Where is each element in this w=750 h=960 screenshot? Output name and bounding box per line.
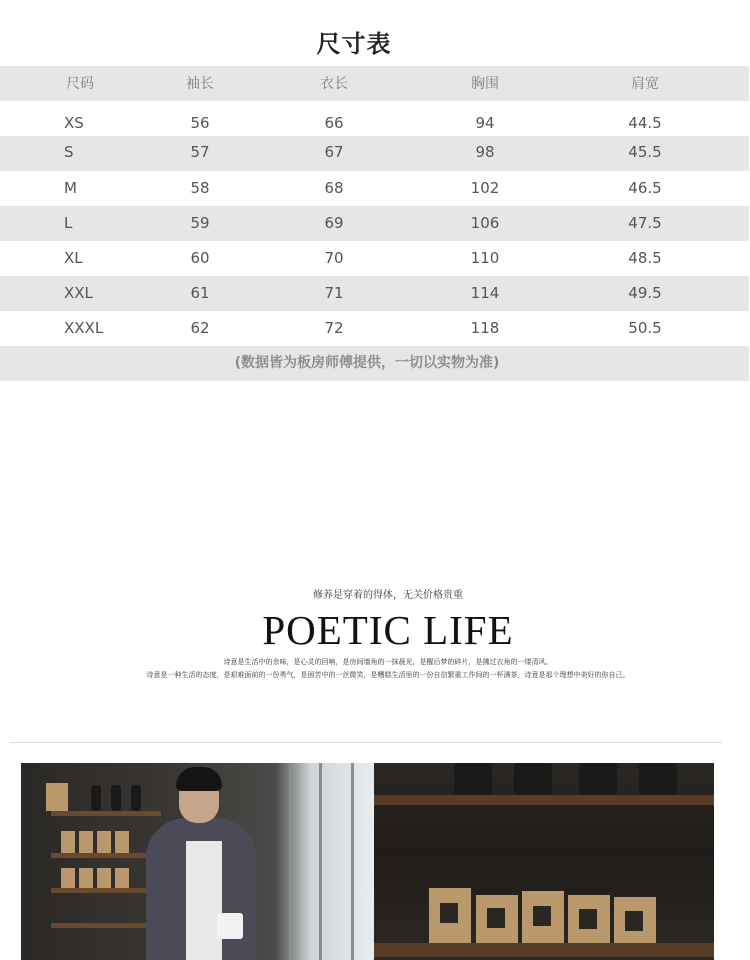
cell-shoulder: 47.5 xyxy=(628,214,662,232)
cell-shoulder: 50.5 xyxy=(628,319,662,337)
size-chart-note-row xyxy=(0,346,749,381)
cell-size: XXL xyxy=(64,284,93,302)
table-row xyxy=(0,111,749,136)
table-row xyxy=(0,276,749,311)
table-row xyxy=(0,206,749,241)
cell-chest: 94 xyxy=(475,114,495,132)
cell-size: L xyxy=(64,214,73,232)
poetic-subtitle: 修养是穿着的得体，无关价格贵重 xyxy=(313,590,463,601)
cell-shoulder: 48.5 xyxy=(628,249,662,267)
cell-chest: 98 xyxy=(475,143,495,161)
header-body-length: 衣长 xyxy=(320,76,348,92)
cell-length: 71 xyxy=(324,284,344,302)
header-size: 尺码 xyxy=(66,76,94,92)
cell-shoulder: 46.5 xyxy=(628,179,662,197)
cell-sleeve: 58 xyxy=(190,179,210,197)
header-sleeve-length: 袖长 xyxy=(186,76,214,92)
size-chart-note: (数据皆为板房师傅提供，一切以实物为准) xyxy=(234,355,500,371)
cell-chest: 106 xyxy=(470,214,500,232)
cell-size: S xyxy=(64,143,74,161)
header-chest: 胸围 xyxy=(471,76,499,92)
cell-length: 68 xyxy=(324,179,344,197)
poetic-life-section xyxy=(0,588,750,682)
table-row xyxy=(0,171,749,206)
cell-chest: 110 xyxy=(470,249,500,267)
product-photo-shelf xyxy=(374,763,714,960)
cell-shoulder: 44.5 xyxy=(628,114,662,132)
table-row xyxy=(0,311,749,346)
cell-shoulder: 45.5 xyxy=(628,143,662,161)
table-row xyxy=(0,241,749,276)
cell-length: 72 xyxy=(324,319,344,337)
cell-chest: 114 xyxy=(470,284,500,302)
size-chart-header-row xyxy=(0,66,749,101)
cell-length: 67 xyxy=(324,143,344,161)
size-chart-table xyxy=(0,66,749,381)
cell-length: 66 xyxy=(324,114,344,132)
size-chart-title: 尺寸表 xyxy=(316,29,392,58)
cell-size: XS xyxy=(64,114,84,132)
poetic-line-1: 诗意是生活中的余味，是心灵的回响，是房间墙角的一抹晨光，是醒后梦的碎片，是拂过衣角的一缕清风。 xyxy=(223,658,553,666)
cell-length: 70 xyxy=(324,249,344,267)
cell-size: XL xyxy=(64,249,83,267)
section-divider xyxy=(10,742,722,743)
header-shoulder: 肩宽 xyxy=(631,76,659,92)
cell-sleeve: 57 xyxy=(190,143,210,161)
cell-sleeve: 60 xyxy=(190,249,210,267)
poetic-line-2: 诗意是一种生活的态度，是艰难面前的一份勇气，是困苦中的一丝微笑，是糟糕生活里的一份自信繁重工作间的一杯满茶，诗意是那个理想中美好的你自己。 xyxy=(146,671,630,679)
cell-length: 69 xyxy=(324,214,344,232)
cell-shoulder: 49.5 xyxy=(628,284,662,302)
poetic-title: POETIC LIFE xyxy=(262,607,514,653)
table-row xyxy=(0,136,749,171)
cell-size: XXXL xyxy=(64,319,104,337)
cell-sleeve: 56 xyxy=(190,114,210,132)
product-photo-model xyxy=(21,763,374,960)
cell-size: M xyxy=(64,179,77,197)
cell-chest: 102 xyxy=(470,179,500,197)
cell-chest: 118 xyxy=(470,319,500,337)
cell-sleeve: 59 xyxy=(190,214,210,232)
cell-sleeve: 62 xyxy=(190,319,210,337)
cell-sleeve: 61 xyxy=(190,284,210,302)
